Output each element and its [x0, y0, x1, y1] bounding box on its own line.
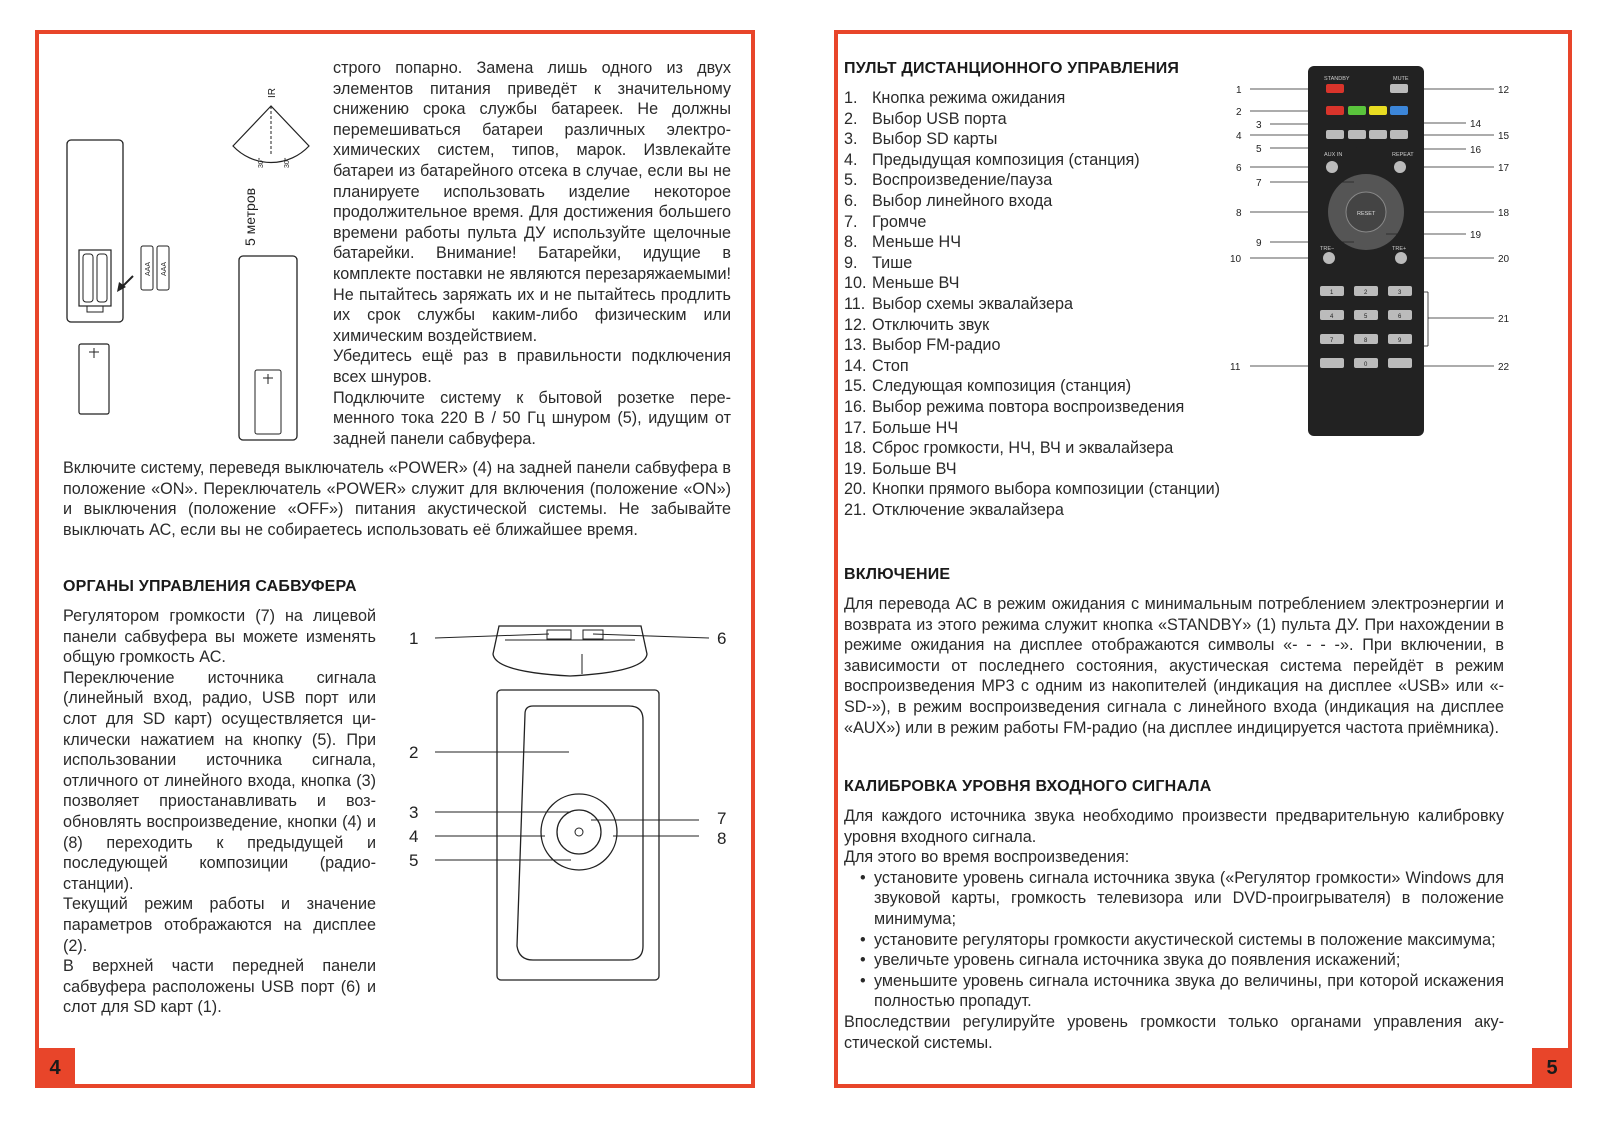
controls-text-block: [63, 606, 376, 1018]
callout-9: 9: [1256, 238, 1262, 249]
prev-button: [1326, 130, 1344, 139]
sub-label-6: 6: [717, 629, 727, 648]
page-number-left: 4: [35, 1048, 75, 1088]
connect-paragraph: Подключите систему к бытовой розетке переменного тока 220 В / 50 Гц шнуром (5), идущим от задней панели сабвуфера.: [333, 388, 731, 448]
page-left: [35, 30, 755, 1088]
number-label-4: 4: [1330, 314, 1334, 320]
list-item: 12. Отключить звук: [844, 315, 990, 334]
aux-in-label: AUX IN: [1324, 152, 1343, 158]
callout-3: 3: [1256, 120, 1262, 131]
check-paragraph: Убедитесь ещё раз в правильности подключения всех шнуров.: [333, 347, 731, 386]
callout-15: 15: [1498, 131, 1510, 142]
calibration-paragraph-2: Для этого во время воспроизведения:: [844, 848, 1130, 867]
callout-21: 21: [1498, 314, 1510, 325]
list-item: 21. Отключение эквалайзера: [844, 500, 1064, 519]
play-pause-button: [1348, 130, 1366, 139]
repeat-label: REPEAT: [1392, 152, 1414, 158]
number-label-7: 7: [1330, 338, 1334, 344]
list-item: 16. Выбор режима повтора воспроизведения: [844, 397, 1185, 416]
callout-8: 8: [1236, 208, 1242, 219]
sub-label-1: 1: [409, 629, 419, 648]
number-label-6: 6: [1398, 314, 1402, 320]
ir-range-diagram: [219, 56, 339, 426]
calibration-text-block: [844, 806, 1504, 1053]
number-label-2: 2: [1364, 290, 1368, 296]
ir-label: IR: [267, 88, 278, 98]
callout-7: 7: [1256, 178, 1262, 189]
callout-12: 12: [1498, 85, 1510, 96]
battery-paragraph: строго попарно. Замена лишь одного из двух элементов питания приведёт к значительному снижению срока службы батареек. Не должны перемешиваться батареи различных электрохимических систем, типов, марок. Извлекайте батареи из батарейного отсека в случае, если вы не планируете использовать изделие некоторое продолжительное время. Для достижения большего времени работы пульта ДУ используйте щелочные батарейки. Внимание! Батарейки, идущие в комплекте поставки не являются перезаряжаемыми! Не пытайтесь заряжать их и не пытайтесь продлить их срок службы каким-либо физическим или химическим воздействием.: [333, 59, 731, 345]
list-item: 7. Громче: [844, 212, 927, 231]
controls-paragraph-1: Регулятором громкости (7) на лицевой панели сабвуфера вы можете изменять общую громкость АС.: [63, 607, 376, 667]
list-item: 1. Кнопка режима ожидания: [844, 89, 1066, 107]
callout-2: 2: [1236, 107, 1242, 118]
sub-label-5: 5: [409, 851, 419, 870]
aux-button: [1326, 161, 1338, 173]
eq-button: [1320, 358, 1344, 368]
fm-button: [1369, 106, 1387, 115]
callout-14: 14: [1470, 119, 1482, 130]
tre-plus-label: TRE+: [1392, 246, 1407, 252]
calibration-paragraph-3: Впоследствии регулируйте уровень громкости только органами управления акустической системы.: [844, 1012, 1504, 1052]
eq-off-button: [1388, 358, 1412, 368]
list-item: 20. Кнопки прямого выбора композиции (станции): [844, 480, 1221, 499]
repeat-button: [1394, 161, 1406, 173]
list-item: 3. Выбор SD карты: [844, 130, 998, 149]
number-label-3: 3: [1398, 290, 1402, 296]
power-on-paragraph: Для перевода АС в режим ожидания с минимальным потреблением электроэнергии и возврата из этого режима служит кнопка «STANDBY» (1) пульта ДУ. При нахождении в режиме ожидания на дисплее отображаются символы «- - - -». При включении, в зависимости от последнего состояния, акустическая система перейдёт в режим воспроизведения MP3 с одним из накопителей (индикация на дисплее «USB» или «-SD-»), в режим воспроизведения сигнала с линейного входа (индикация на дисплее «AUX») или в режим работы FM-радио (на дисплее индицируется частота приёмника).: [844, 595, 1504, 737]
list-item: 13. Выбор FM-радио: [844, 336, 1001, 355]
calibration-paragraph-1: Для каждого источника звука необходимо произвести предварительную калибровку уровня входного сигнала.: [844, 807, 1504, 846]
controls-heading: ОРГАНЫ УПРАВЛЕНИЯ САБВУФЕРА: [63, 578, 357, 595]
mute-label: MUTE: [1393, 76, 1409, 82]
list-item: 8. Меньше НЧ: [844, 233, 962, 252]
callout-19: 19: [1470, 230, 1482, 241]
calibration-bullets: [858, 868, 1504, 1012]
callout-18: 18: [1498, 208, 1510, 219]
usb-button: [1326, 106, 1344, 115]
number-label-9: 9: [1398, 338, 1402, 344]
range-label: 5 метров: [242, 187, 258, 246]
stop-button: [1390, 130, 1408, 139]
sd-button: [1348, 106, 1366, 115]
list-item: 4. Предыдущая композиция (станция): [844, 150, 1140, 169]
battery-diagram: [63, 138, 193, 422]
callout-6: 6: [1236, 163, 1242, 174]
list-item: 6. Выбор линейного входа: [844, 191, 1053, 210]
sub-label-8: 8: [717, 829, 727, 848]
callout-22: 22: [1498, 362, 1510, 373]
number-label-0: 0: [1364, 362, 1368, 368]
number-label-8: 8: [1364, 338, 1368, 344]
page-number-right: 5: [1532, 1048, 1572, 1088]
list-item: 19. Больше ВЧ: [844, 459, 957, 478]
callout-11: 11: [1230, 362, 1241, 373]
list-item: 5. Воспроизведение/пауза: [844, 171, 1053, 190]
battery-label-1: AAA: [145, 261, 152, 276]
power-paragraph: Включите систему, переведя выключатель «POWER» (4) на задней панели сабвуфера в положение «ON». Переключатель «POWER» служит для включения (положение «ON») и выключения (положение «OFF») питания акустической системы. Не забывайте выключать АС, если вы не собираетесь использовать её ближайшее время.: [63, 459, 731, 539]
remote-items-list: [844, 88, 1220, 520]
standby-label: STANDBY: [1324, 76, 1350, 82]
list-item: • увеличьте уровень сигнала источника звука до появления искажений;: [874, 950, 1504, 971]
controls-paragraph-3: Текущий режим работы и значение параметров отображаются на дисплее (2).: [63, 895, 376, 955]
sub-label-7: 7: [717, 809, 727, 828]
list-item: • установите регуляторы громкости акустической системы в положение максимума;: [874, 930, 1504, 951]
callout-17: 17: [1498, 163, 1510, 174]
sub-label-3: 3: [409, 803, 419, 822]
callout-4: 4: [1236, 131, 1242, 142]
standby-button: [1326, 84, 1344, 93]
tre-minus-label: TRE−: [1320, 246, 1335, 252]
list-item: 10. Меньше ВЧ: [844, 274, 960, 293]
tre-minus-button: [1323, 252, 1335, 264]
list-item: • установите уровень сигнала источника звука («Регулятор громкости» Windows для звуковой карты, громкость телевизора или DVD-проигрывателя) в положение минимума;: [874, 868, 1504, 930]
number-label-1: 1: [1330, 290, 1334, 296]
tre-plus-button: [1395, 252, 1407, 264]
angle-label-1: 30°: [258, 157, 265, 168]
mute-button: [1390, 84, 1408, 93]
number-label-5: 5: [1364, 314, 1368, 320]
subwoofer-diagram: [399, 610, 735, 990]
callout-10: 10: [1230, 254, 1242, 265]
bt-button: [1390, 106, 1408, 115]
callout-20: 20: [1498, 254, 1510, 265]
remote-heading: ПУЛЬТ ДИСТАНЦИОННОГО УПРАВЛЕНИЯ: [844, 60, 1180, 77]
controls-paragraph-2: Переключение источника сигнала (линейный вход, радио, USB порт или слот для SD карт) осуществляется циклически нажатием на кнопку (5). При использовании источника сигнала, отличного от линейного входа, кнопка (3) позволяет приостанавливать и возобновлять воспроизведение, кнопки (4) и (8) переходить к предыдущей и последующей композиции (радиостанции).: [63, 668, 376, 893]
calibration-heading: КАЛИБРОВКА УРОВНЯ ВХОДНОГО СИГНАЛА: [844, 778, 1212, 795]
list-item: 9. Тише: [844, 253, 913, 272]
callout-16: 16: [1470, 145, 1482, 156]
list-item: • уменьшите уровень сигнала источника звука до величины, при которой искажения полностью пропадут.: [874, 971, 1504, 1012]
power-on-heading: ВКЛЮЧЕНИЕ: [844, 566, 951, 583]
list-item: 18. Сброс громкости, НЧ, ВЧ и эквалайзера: [844, 439, 1174, 458]
callout-1: 1: [1236, 85, 1242, 96]
sub-label-2: 2: [409, 743, 419, 762]
page-right: [834, 30, 1572, 1088]
angle-label-2: 30°: [284, 157, 291, 168]
battery-text-block: [333, 58, 731, 449]
list-item: 14. Стоп: [844, 356, 909, 375]
reset-label: RESET: [1357, 211, 1376, 217]
remote-diagram: [1222, 60, 1532, 444]
list-item: 11. Выбор схемы эквалайзера: [844, 294, 1073, 313]
next-button: [1369, 130, 1387, 139]
callout-5: 5: [1256, 144, 1262, 155]
controls-paragraph-4: В верхней части передней панели сабвуфера расположены USB порт (6) и слот для SD карт (1).: [63, 957, 376, 1017]
sub-label-4: 4: [409, 827, 419, 846]
list-item: 2. Выбор USB порта: [844, 109, 1007, 128]
list-item: 15. Следующая композиция (станция): [844, 377, 1132, 396]
battery-label-2: AAA: [161, 261, 168, 276]
list-item: 17. Больше НЧ: [844, 418, 959, 437]
